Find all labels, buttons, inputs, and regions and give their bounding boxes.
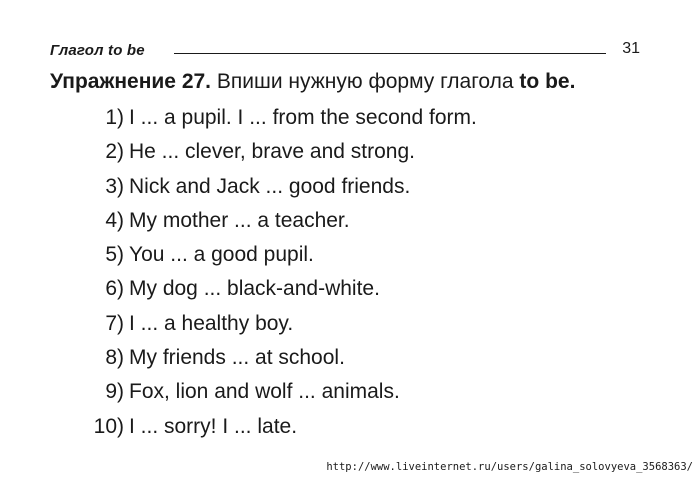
exercise-heading bbox=[50, 70, 575, 94]
exercise-item bbox=[86, 104, 477, 138]
exercise-item bbox=[86, 207, 477, 241]
item-text: My mother ... a teacher. bbox=[129, 208, 350, 232]
exercise-item bbox=[86, 344, 477, 378]
item-number: 7) bbox=[105, 311, 124, 335]
item-text: I ... a healthy boy. bbox=[129, 311, 294, 335]
exercise-item bbox=[86, 241, 477, 275]
item-number: 9) bbox=[105, 380, 124, 404]
item-number: 10) bbox=[93, 414, 124, 438]
exercise-instruction: Впиши нужную форму глагола bbox=[216, 70, 514, 93]
item-text: You ... a good pupil. bbox=[129, 243, 314, 267]
item-text: My friends ... at school. bbox=[129, 346, 345, 370]
exercise-item bbox=[86, 275, 477, 309]
item-text: Fox, lion and wolf ... animals. bbox=[129, 380, 400, 404]
source-url: http://www.liveinternet.ru/users/galina_solovyeva_3568363/ bbox=[326, 461, 693, 473]
item-number: 6) bbox=[105, 277, 124, 301]
exercise-item bbox=[86, 378, 477, 412]
item-text: I ... a pupil. I ... from the second form. bbox=[129, 106, 477, 129]
running-header bbox=[50, 40, 640, 62]
item-number: 3) bbox=[105, 174, 124, 198]
item-number: 2) bbox=[105, 140, 124, 164]
exercise-item bbox=[86, 413, 477, 447]
item-text: He ... clever, brave and strong. bbox=[129, 140, 415, 164]
exercise-items bbox=[86, 104, 477, 447]
page-number: 31 bbox=[622, 40, 640, 57]
item-text: I ... sorry! I ... late. bbox=[129, 414, 298, 438]
item-number: 1) bbox=[105, 106, 124, 129]
item-text: My dog ... black-and-white. bbox=[129, 277, 380, 301]
exercise-label: Упражнение 27. bbox=[50, 70, 212, 93]
exercise-item bbox=[86, 310, 477, 344]
exercise-item bbox=[86, 173, 477, 207]
header-rule bbox=[174, 53, 606, 54]
item-number: 5) bbox=[105, 243, 124, 267]
item-text: Nick and Jack ... good friends. bbox=[129, 174, 411, 198]
item-number: 8) bbox=[105, 346, 124, 370]
exercise-term: to be. bbox=[519, 70, 576, 93]
item-number: 4) bbox=[105, 208, 124, 232]
exercise-item bbox=[86, 138, 477, 172]
section-title: Глагол to be bbox=[50, 42, 145, 59]
